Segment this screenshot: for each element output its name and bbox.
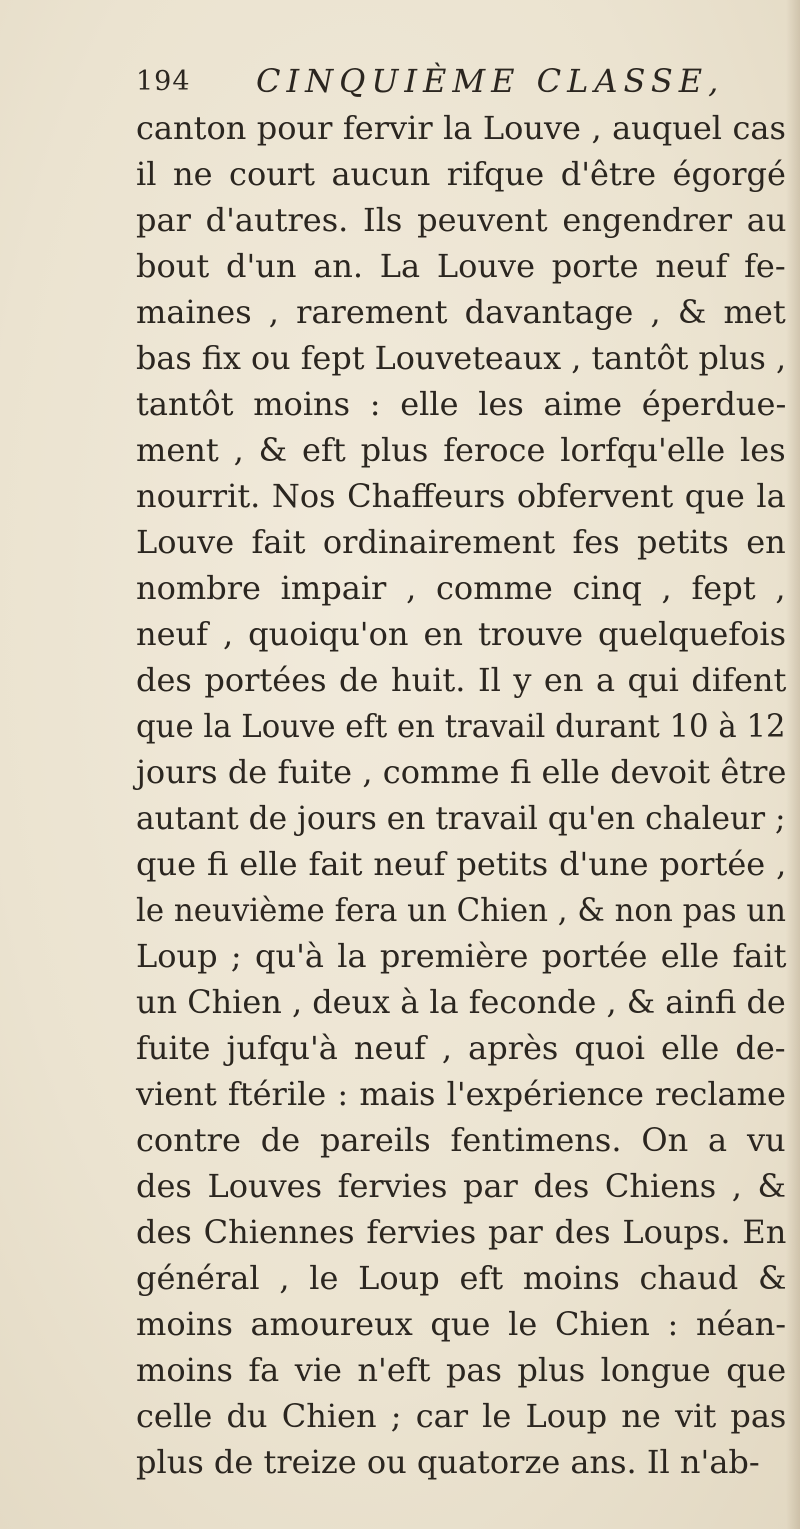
text-line: bout d'un an. La Louve porte neuf fe- (136, 247, 786, 285)
text-line: général , le Loup eft moins chaud & (136, 1259, 787, 1297)
text-line: Louve fait ordinairement fes petits en (136, 523, 786, 561)
text-line: nourrit. Nos Chaffeurs obfervent que la (136, 477, 786, 515)
text-line: jours de fuite , comme fi elle devoit être (136, 753, 787, 791)
text-line: le neuvième fera un Chien , & non pas un (136, 891, 787, 929)
text-line: autant de jours en travail qu'en chaleur ; (136, 799, 786, 837)
text-line: ment , & eft plus feroce lorfqu'elle les (136, 431, 786, 469)
text-line: un Chien , deux à la feconde , & ainfi de (136, 983, 786, 1021)
text-line: des Louves fervies par des Chiens , & (136, 1167, 787, 1205)
page-number: 194 (136, 66, 191, 97)
text-line: tantôt moins : elle les aime éperdue- (136, 385, 787, 423)
text-line: Loup ; qu'à la première portée elle fait (136, 937, 787, 975)
text-line: canton pour fervir la Louve , auquel cas (136, 109, 786, 147)
text-line: des Chiennes fervies par des Loups. En (136, 1213, 787, 1251)
page-header (136, 62, 776, 106)
text-line: contre de pareils fentimens. On a vu (136, 1121, 786, 1159)
text-line: il ne court aucun rifque d'être égorgé (136, 155, 786, 193)
text-line: maines , rarement davantage , & met (136, 293, 786, 331)
text-line: par d'autres. Ils peuvent engendrer au (136, 201, 787, 239)
text-line: bas fix ou fept Louveteaux , tantôt plus , (136, 339, 787, 377)
body-text (136, 105, 786, 1485)
text-line: neuf , quoiqu'on en trouve quelquefois (136, 615, 787, 653)
running-head: CINQUIÈME CLASSE, (256, 62, 725, 100)
text-line: moins fa vie n'eft pas plus longue que (136, 1351, 787, 1389)
text-line: plus de treize ou quatorze ans. Il n'ab- (136, 1443, 760, 1481)
text-line: que la Louve eft en travail durant 10 à 12 (136, 707, 786, 745)
text-line: nombre impair , comme cinq , fept , (136, 569, 786, 607)
text-line: celle du Chien ; car le Loup ne vit pas (136, 1397, 787, 1435)
text-line: fuite jufqu'à neuf , après quoi elle de- (136, 1029, 786, 1067)
text-line: des portées de huit. Il y en a qui difent (136, 661, 787, 699)
page-edge-shadow (786, 0, 800, 1529)
text-line: vient ftérile : mais l'expérience reclame (136, 1075, 786, 1113)
text-line: moins amoureux que le Chien : néan- (136, 1305, 786, 1343)
text-line: que fi elle fait neuf petits d'une portée , (136, 845, 787, 883)
